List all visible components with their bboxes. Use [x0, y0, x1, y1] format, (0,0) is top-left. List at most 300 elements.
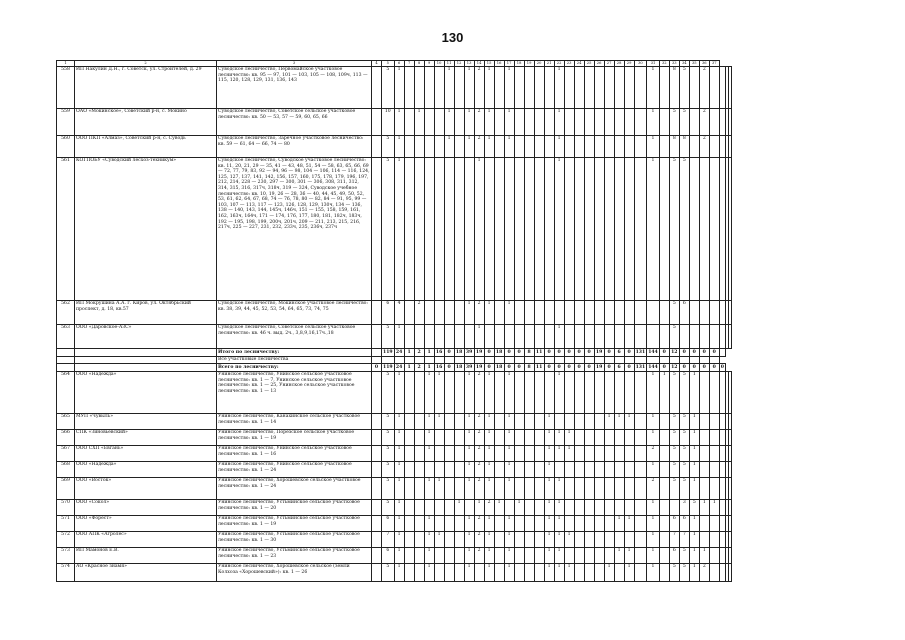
value-cell: 1 [504, 516, 514, 532]
value-cell: 1 [394, 462, 404, 478]
value-cell [728, 109, 731, 136]
column-number: 6 [394, 61, 404, 67]
value-cell [534, 109, 544, 136]
blank-cell [57, 364, 75, 372]
row-number: 566 [57, 430, 75, 446]
value-cell [634, 564, 647, 582]
value-cell [634, 500, 647, 516]
value-cell [434, 136, 444, 158]
value-cell [444, 430, 454, 446]
value-cell [514, 548, 524, 564]
value-cell: 5 [669, 478, 679, 500]
value-cell: 5 [382, 136, 395, 158]
value-cell [454, 414, 464, 430]
value-cell [659, 564, 669, 582]
value-cell [544, 301, 554, 325]
value-cell: 1 [554, 136, 564, 158]
value-cell: 1 [464, 109, 474, 136]
value-cell: 1 [464, 516, 474, 532]
value-cell: 1 [504, 109, 514, 136]
value-cell: 1 [464, 414, 474, 430]
value-cell [689, 301, 699, 325]
value-cell [444, 532, 454, 548]
value-cell [564, 372, 574, 414]
column-number: 1 [57, 61, 75, 67]
total-value: 131 [635, 365, 646, 370]
value-cell [464, 500, 474, 516]
value-cell [659, 516, 669, 532]
value-cell [584, 136, 594, 158]
value-cell: 1 [689, 462, 699, 478]
blank-cell [404, 357, 414, 364]
value-cell [414, 446, 424, 462]
value-cell [494, 414, 504, 430]
column-number: 23 [564, 61, 574, 67]
value-cell [574, 532, 584, 548]
value-cell: 5 [669, 564, 679, 582]
value-cell: 1 [689, 532, 699, 548]
value-cell [534, 548, 544, 564]
column-number: 2 [75, 61, 217, 67]
owner-cell: ООО «Надежда» [75, 372, 217, 414]
value-cell [634, 478, 647, 500]
owner-cell: МУП «Чувыль» [75, 414, 217, 430]
value-cell [574, 446, 584, 462]
value-cell: 6 [382, 516, 395, 532]
value-cell: 5 [679, 67, 689, 109]
value-cell [444, 325, 454, 349]
table-row [57, 67, 732, 109]
subtotal-value [372, 349, 382, 357]
value-cell [524, 500, 534, 516]
value-cell [494, 301, 504, 325]
value-cell: 6 [382, 548, 395, 564]
value-cell: 7 [679, 532, 689, 548]
value-cell [634, 548, 647, 564]
value-cell [372, 430, 382, 446]
value-cell: 1 [434, 414, 444, 430]
value-cell [634, 414, 647, 430]
value-cell [564, 462, 574, 478]
value-cell: 1 [394, 67, 404, 109]
value-cell: 5 [679, 446, 689, 462]
value-cell [564, 548, 574, 564]
table-row [57, 430, 732, 446]
value-cell [414, 325, 424, 349]
value-cell [544, 372, 554, 414]
value-cell: 2 [414, 301, 424, 325]
value-cell [564, 500, 574, 516]
value-cell [524, 325, 534, 349]
value-cell [494, 516, 504, 532]
value-cell: 5 [669, 430, 679, 446]
value-cell: 1 [394, 325, 404, 349]
subtotal-value [719, 349, 725, 357]
value-cell [709, 67, 719, 109]
blank-cell [504, 357, 514, 364]
value-cell [404, 67, 414, 109]
value-cell [614, 430, 624, 446]
value-cell [647, 325, 660, 349]
value-cell [434, 67, 444, 109]
value-cell [574, 516, 584, 532]
column-number: 30 [634, 61, 647, 67]
value-cell [728, 446, 731, 462]
column-number: 26 [594, 61, 604, 67]
value-cell [524, 462, 534, 478]
value-cell: 1 [647, 430, 660, 446]
subtotal-value: 0 [624, 349, 634, 357]
value-cell [634, 430, 647, 446]
value-cell [554, 462, 564, 478]
value-cell [554, 301, 564, 325]
subtotal-value: 19 [475, 350, 483, 355]
value-cell [584, 462, 594, 478]
total-value: 8 [524, 364, 534, 372]
value-cell: 1 [564, 564, 574, 582]
value-cell: 1 [689, 564, 699, 582]
value-cell: 1 [424, 372, 434, 414]
value-cell [574, 430, 584, 446]
column-number: 22 [554, 61, 564, 67]
blank-cell [709, 357, 719, 364]
value-cell [709, 462, 719, 478]
value-cell: 5 [382, 430, 395, 446]
value-cell: 1 [504, 430, 514, 446]
value-cell [454, 564, 464, 582]
total-value: 1 [424, 364, 434, 372]
value-cell [594, 301, 604, 325]
value-cell [728, 372, 731, 414]
value-cell: 1 [544, 532, 554, 548]
column-number: 25 [584, 61, 594, 67]
column-number: 36 [699, 61, 709, 67]
value-cell [594, 325, 604, 349]
blank-cell [554, 357, 564, 364]
value-cell: 1 [647, 564, 660, 582]
value-cell [414, 414, 424, 430]
column-number: 14 [474, 61, 484, 67]
value-cell [434, 462, 444, 478]
value-cell: 1 [504, 446, 514, 462]
subtotal-value: 0 [574, 349, 584, 357]
all-forestries-row [57, 357, 732, 364]
value-cell [424, 325, 434, 349]
value-cell [604, 109, 614, 136]
value-cell [514, 430, 524, 446]
value-cell: 1 [484, 478, 494, 500]
value-cell: 1 [564, 532, 574, 548]
table-row [57, 325, 732, 349]
row-number: 571 [57, 516, 75, 532]
value-cell [454, 516, 464, 532]
value-cell [659, 478, 669, 500]
value-cell: 1 [394, 372, 404, 414]
value-cell [454, 446, 464, 462]
value-cell [534, 462, 544, 478]
blank-cell [524, 357, 534, 364]
value-cell: 1 [647, 109, 660, 136]
total-value: 2 [414, 364, 424, 372]
value-cell [679, 325, 689, 349]
location-cell: Унинское лесничество, Устьминское сельское участковое лесничество: кв. 1 — 19 [217, 516, 372, 532]
value-cell [424, 109, 434, 136]
value-cell: 2 [474, 516, 484, 532]
value-cell [604, 532, 614, 548]
value-cell [404, 446, 414, 462]
value-cell: 1 [444, 109, 454, 136]
value-cell [534, 430, 544, 446]
value-cell [604, 67, 614, 109]
value-cell: 2 [474, 109, 484, 136]
value-cell [594, 414, 604, 430]
blank-cell [474, 357, 484, 364]
value-cell [524, 372, 534, 414]
value-cell: 1 [504, 414, 514, 430]
value-cell [434, 325, 444, 349]
value-cell [574, 478, 584, 500]
value-cell: 1 [484, 67, 494, 109]
value-cell: 1 [689, 372, 699, 414]
value-cell [544, 109, 554, 136]
location-cell: Унинское лесничество, Устьминское сельское участковое лесничество: кв. 1 — 23 [217, 548, 372, 564]
table-row [57, 548, 732, 564]
blank-cell [75, 349, 217, 357]
table-row [57, 478, 732, 500]
value-cell: 1 [424, 516, 434, 532]
value-cell [624, 478, 634, 500]
owner-cell: ООО ПКП «Алмаз», Советский р-н, с. Суводь [75, 136, 217, 158]
value-cell: 1 [474, 500, 484, 516]
value-cell: 5 [382, 462, 395, 478]
owner-cell: ИП Мамонов Е.В. [75, 548, 217, 564]
value-cell [514, 325, 524, 349]
total-value: 0 [709, 364, 719, 372]
table-row [57, 414, 732, 430]
value-cell: 5 [689, 500, 699, 516]
value-cell [414, 372, 424, 414]
value-cell [514, 136, 524, 158]
blank-cell [75, 357, 217, 364]
table-row [57, 109, 732, 136]
value-cell [404, 109, 414, 136]
value-cell: 2 [474, 430, 484, 446]
value-cell [574, 462, 584, 478]
value-cell [514, 516, 524, 532]
owner-cell: ООО «Даровское-АЗС» [75, 325, 217, 349]
location-cell: Унинское лесничество, Порезское сельское участковое лесничество: кв. 1 — 19 [217, 430, 372, 446]
total-value: 6 [614, 364, 624, 372]
value-cell [634, 372, 647, 414]
value-cell: 1 [484, 516, 494, 532]
blank-cell [75, 364, 217, 372]
value-cell [414, 548, 424, 564]
value-cell [709, 301, 719, 325]
value-cell [372, 158, 382, 301]
total-value: 119 [383, 365, 393, 370]
value-cell [614, 500, 624, 516]
value-cell [454, 136, 464, 158]
value-cell [464, 325, 474, 349]
value-cell [659, 414, 669, 430]
total-value: 0 [544, 364, 554, 372]
owner-cell: ООО «Восток» [75, 478, 217, 500]
subtotal-value: 16 [435, 350, 443, 355]
value-cell: 1 [434, 532, 444, 548]
value-cell [372, 478, 382, 500]
total-value: 0 [679, 364, 689, 372]
value-cell [444, 414, 454, 430]
value-cell: 5 [679, 462, 689, 478]
row-number: 574 [57, 564, 75, 582]
page-number: 130 [441, 30, 464, 45]
value-cell [659, 462, 669, 478]
value-cell: 2 [474, 446, 484, 462]
value-cell: 2 [699, 109, 709, 136]
value-cell: 1 [624, 548, 634, 564]
value-cell: 1 [544, 446, 554, 462]
location-cell: Суводское лесничество, Мокинское участковое лесничество: кв. 38, 39, 44, 45, 52, 53, 54, 64, 65, 73, 74, 75 [217, 301, 372, 325]
value-cell [604, 136, 614, 158]
subtotal-value: 0 [514, 349, 524, 357]
value-cell [699, 325, 709, 349]
value-cell: 1 [474, 158, 484, 301]
subtotal-value: 11 [535, 350, 543, 355]
value-cell: 1 [434, 478, 444, 500]
blank-cell [614, 357, 624, 364]
value-cell: 1 [424, 446, 434, 462]
value-cell: 8 [669, 136, 679, 158]
value-cell [514, 109, 524, 136]
value-cell [659, 325, 669, 349]
value-cell: 5 [382, 414, 395, 430]
value-cell: 5 [679, 478, 689, 500]
value-cell: 1 [484, 462, 494, 478]
value-cell [584, 548, 594, 564]
column-number: 27 [604, 61, 614, 67]
value-cell: 1 [504, 372, 514, 414]
value-cell [728, 500, 731, 516]
location-cell: Унинское лесничество, Канахинское сельское участковое лесничество: кв. 1 — 14 [217, 414, 372, 430]
value-cell [414, 158, 424, 301]
owner-cell: ИП Мокрушина А.А. г. Киров, ул. Октябрьский проспект, д. 18, кв.57 [75, 301, 217, 325]
value-cell [709, 414, 719, 430]
value-cell [614, 564, 624, 582]
blank-cell [544, 357, 554, 364]
value-cell: 1 [647, 414, 660, 430]
value-cell [614, 478, 624, 500]
value-cell [444, 548, 454, 564]
value-cell [524, 548, 534, 564]
value-cell [709, 325, 719, 349]
row-number: 558 [57, 67, 75, 109]
value-cell [372, 325, 382, 349]
value-cell [504, 500, 514, 516]
value-cell: 1 [624, 414, 634, 430]
value-cell [434, 548, 444, 564]
value-cell [594, 462, 604, 478]
column-number: 18 [514, 61, 524, 67]
total-value: 0 [624, 364, 634, 372]
value-cell [564, 414, 574, 430]
blank-cell [624, 357, 634, 364]
value-cell: 1 [424, 430, 434, 446]
value-cell [534, 372, 544, 414]
value-cell: 1 [647, 532, 660, 548]
value-cell [624, 500, 634, 516]
value-cell [414, 532, 424, 548]
location-cell: Унинское лесничество, Хорошевское сельское (земли Колхоза «Хорошевский»): кв. 1 — 26 [217, 564, 372, 582]
value-cell: 1 [544, 500, 554, 516]
value-cell [574, 136, 584, 158]
value-cell [647, 301, 660, 325]
value-cell: 1 [504, 478, 514, 500]
location-cell: Суводское лесничество, Советское сельское участковое лесничество: кв. 46 ч. выд. 2ч., 3,8,9,16,17ч.,18 [217, 325, 372, 349]
value-cell [669, 500, 679, 516]
table-row [57, 532, 732, 548]
value-cell: 5 [382, 372, 395, 414]
value-cell: 1 [689, 430, 699, 446]
value-cell [574, 325, 584, 349]
value-cell: 5 [382, 325, 395, 349]
subtotal-value: 6 [614, 349, 624, 357]
row-number: 562 [57, 301, 75, 325]
total-value: 19 [475, 365, 483, 370]
value-cell [699, 516, 709, 532]
value-cell [444, 158, 454, 301]
value-cell: 1 [394, 500, 404, 516]
blank-cell [574, 357, 584, 364]
value-cell [454, 158, 464, 301]
value-cell [434, 500, 444, 516]
value-cell: 1 [484, 109, 494, 136]
value-cell [614, 158, 624, 301]
value-cell [372, 564, 382, 582]
value-cell [699, 158, 709, 301]
value-cell [624, 301, 634, 325]
value-cell [584, 500, 594, 516]
value-cell: 1 [394, 446, 404, 462]
value-cell: 1 [484, 446, 494, 462]
value-cell [634, 136, 647, 158]
value-cell: 1 [554, 516, 564, 532]
value-cell: 2 [474, 532, 484, 548]
value-cell [524, 109, 534, 136]
value-cell [494, 548, 504, 564]
value-cell [594, 478, 604, 500]
value-cell: 1 [544, 462, 554, 478]
value-cell: 5 [669, 372, 679, 414]
value-cell [659, 548, 669, 564]
blank-cell [679, 357, 689, 364]
value-cell [444, 372, 454, 414]
subtotal-value: 131 [635, 350, 646, 355]
value-cell [494, 109, 504, 136]
value-cell: 5 [669, 158, 679, 301]
total-value: 18 [495, 365, 503, 370]
value-cell [524, 158, 534, 301]
value-cell [414, 67, 424, 109]
value-cell [614, 136, 624, 158]
value-cell: 1 [464, 372, 474, 414]
value-cell [699, 301, 709, 325]
value-cell [564, 301, 574, 325]
value-cell [372, 67, 382, 109]
value-cell: 5 [679, 158, 689, 301]
column-number: 10 [434, 61, 444, 67]
value-cell [584, 532, 594, 548]
value-cell [494, 67, 504, 109]
